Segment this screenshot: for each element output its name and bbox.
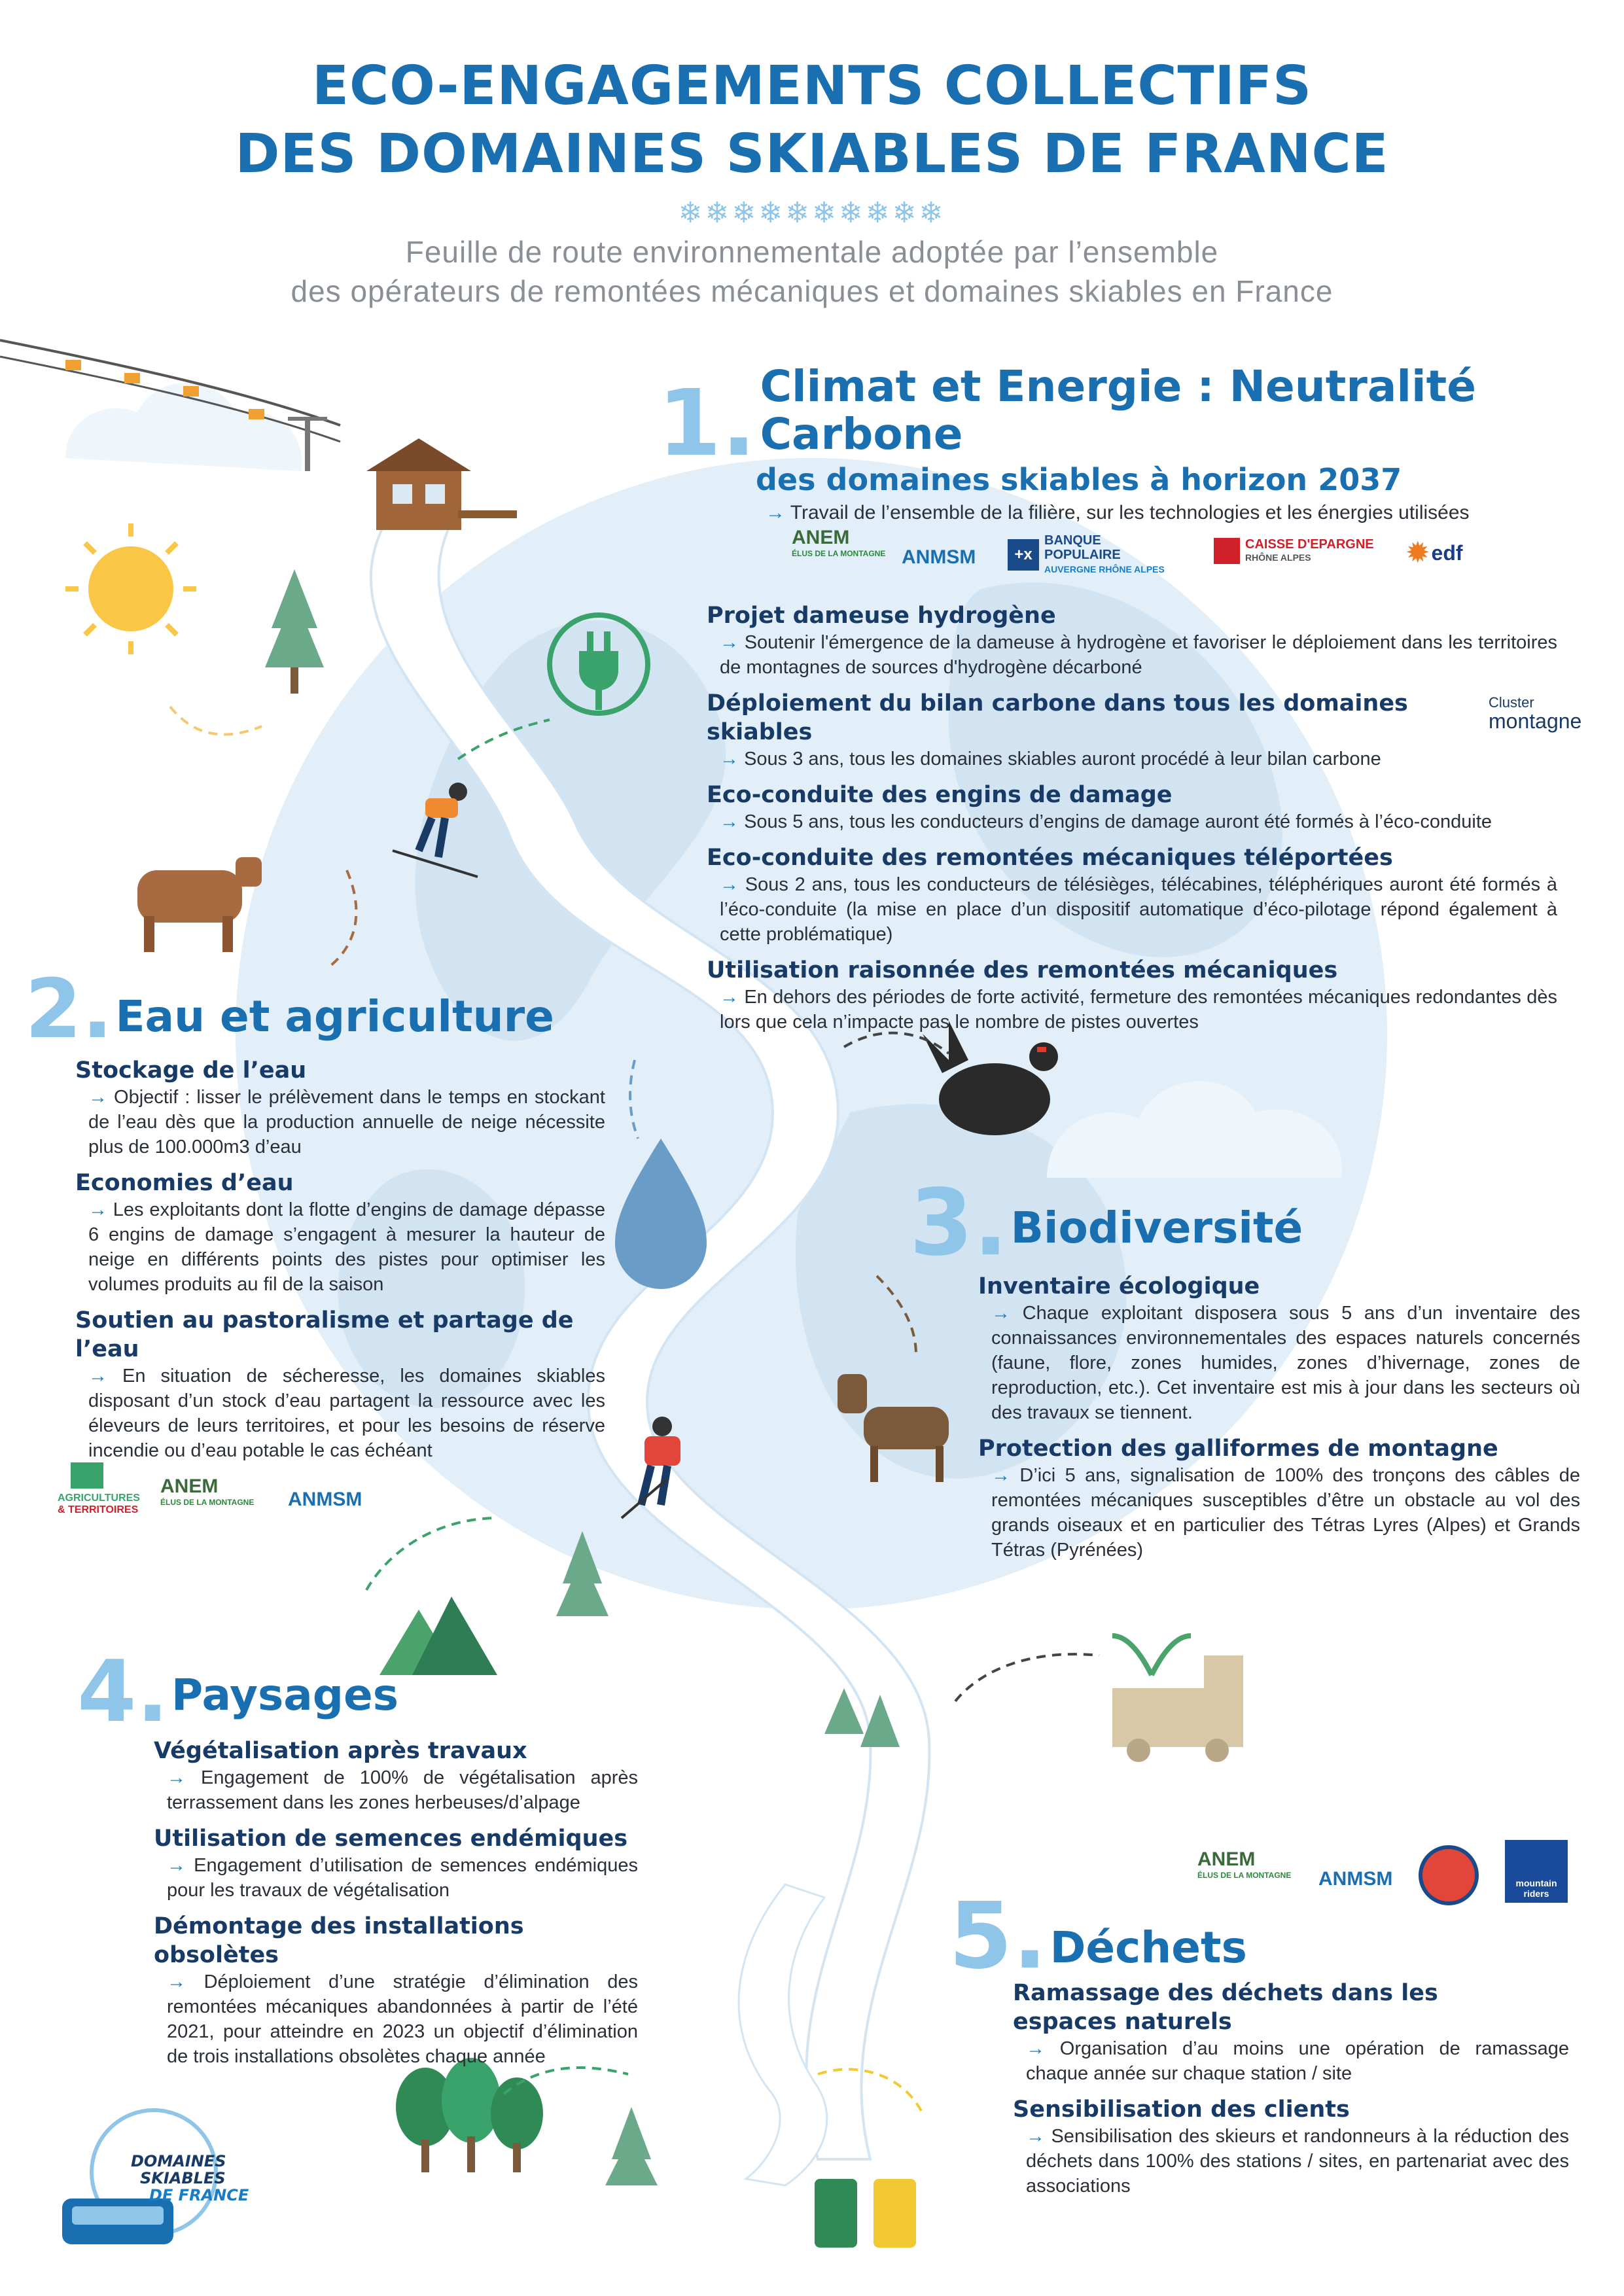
banque-populaire-logo: +x BANQUE POPULAIRE AUVERGNE RHÔNE ALPES [1008, 533, 1165, 576]
section-climat [658, 363, 1567, 524]
section-eau [25, 962, 614, 1057]
item-bilan-carbone: Déploiement du bilan carbone dans tous les domaines skiables → Sous 3 ans, tous les domaines skiables auront procédé à leur bilan carbone [707, 689, 1557, 771]
section-number: 4. [77, 1642, 169, 1741]
section-title: Paysages [171, 1670, 399, 1721]
section-number: 3. [909, 1170, 1008, 1277]
item-pastoralisme: Soutien au pastoralisme et partage de l’eau → En situation de sécheresse, les domaines skiables disposant d’un stock d’eau partagent la ressource avec les éleveurs de leurs territoires, et pour les besoins de réserve incendie ou d’eau potable le cas échéant [75, 1306, 605, 1463]
paysages-items [154, 1727, 638, 2069]
anmsm-logo-2: ANMSM [288, 1489, 362, 1510]
section-biodiversite [909, 1170, 1597, 1277]
item-eco-conduite-damage: Eco-conduite des engins de damage → Sous 5 ans, tous les conducteurs d’engins de damage auront été formés à l’éco-conduite [707, 781, 1557, 834]
section-title: Déchets [1050, 1922, 1247, 1973]
page-title [0, 52, 1624, 188]
domaines-skiables-logo: DOMAINES SKIABLES DE FRANCE [56, 2100, 265, 2257]
item-hydrogene: Projet dameuse hydrogène → Soutenir l'émergence de la dameuse à hydrogène et favoriser le déploiement dans les territoires de montagnes de sources d'hydrogène décarboné [707, 601, 1557, 680]
dechets-items [1013, 1969, 1569, 2199]
anem-logo-3: ANEM ÉLUS DE LA MONTAGNE [1197, 1848, 1292, 1880]
mountain-riders-logo: mountain riders [1505, 1840, 1568, 1903]
item-eco-conduite-remontees: Eco-conduite des remontées mécaniques téléportées → Sous 2 ans, tous les conducteurs de télésièges, télécabines, téléphériques auront été formés à l’éco-conduite (la mise en place d’un dispositif automatique d’éco-pilotage répond également à cette problématique) [707, 843, 1557, 947]
section-intro: → Travail de l’ensemble de la filière, sur les technologies et les énergies utilisées [766, 501, 1470, 523]
item-inventaire: Inventaire écologique → Chaque exploitant disposera sous 5 ans d’un inventaire des connaissances environnementales des espaces naturels concernés (faune, flore, zones humides, zones d’hivernage, zones de reproduction, etc.). Cet inventaire est mis à jour dans les secteurs où des travaux se tiennent. [978, 1272, 1580, 1425]
item-utilisation-raisonnee: Utilisation raisonnée des remontées mécaniques → En dehors des périodes de forte activité, fermeture des remontées mécaniques redondantes dès lors que cela n’impacte pas le nombre de pistes ouvertes [707, 956, 1557, 1034]
cluster-montagne-logo: Cluster montagne [1489, 694, 1582, 733]
eau-items [75, 1047, 605, 1463]
section-subtitle: des domaines skiables à horizon 2037 [756, 462, 1402, 498]
section-number: 2. [25, 962, 113, 1057]
page-subtitle: Feuille de route environnementale adoptée par l’ensemble des opérateurs de remontées mécaniques et domaines skiables en France [291, 235, 1333, 308]
title-line-1: ECO-ENGAGEMENTS COLLECTIFS [311, 55, 1313, 117]
item-demontage: Démontage des installations obsolètes → Déploiement d’une stratégie d’élimination des remontées mécaniques abandonnées à partir de l’été 2021, pour atteindre en 2023 un objectif d’élimination de trois installations obsolètes chaque année [154, 1912, 638, 2069]
snowflakes-divider: ❄❄❄❄❄❄❄❄❄❄ [678, 197, 946, 229]
item-ramassage: Ramassage des déchets dans les espaces naturels → Organisation d’au moins une opération de ramassage chaque année sur chaque station / site [1013, 1979, 1569, 2086]
item-semences: Utilisation de semences endémiques → Engagement d’utilisation de semences endémiques pour les travaux de végétalisation [154, 1824, 638, 1903]
section-number: 1. [658, 370, 756, 478]
item-sensibilisation: Sensibilisation des clients → Sensibilisation des skieurs et randonneurs à la réduction des déchets dans 100% des stations / sites, en partenariat avec des associations [1013, 2095, 1569, 2199]
title-line-2: DES DOMAINES SKIABLES DE FRANCE [235, 123, 1389, 185]
section-number: 5. [949, 1883, 1048, 1990]
section-title: Eau et agriculture [115, 991, 554, 1042]
item-galliformes: Protection des galliformes de montagne → D’ici 5 ans, signalisation de 100% des tronçons des câbles de remontées mécaniques susceptibles d’être un obstacle au vol des grands oiseaux et en particulier des Tétras Lyres (Alpes) et Grands Tétras (Pyrénées) [978, 1434, 1580, 1563]
biodiversite-items [978, 1263, 1580, 1563]
edf-logo: ✹ edf [1407, 539, 1463, 567]
agricultures-territoires-logo: AGRICULTURES & TERRITOIRES [58, 1462, 140, 1516]
anmsm-logo-3: ANMSM [1318, 1868, 1393, 1890]
item-vegetalisation: Végétalisation après travaux → Engagement de 100% de végétalisation après terrassement dans les zones herbeuses/d’alpage [154, 1737, 638, 1815]
section-title: Climat et Energie : Neutralité Carbone [760, 361, 1476, 459]
anem-logo: ANEM ÉLUS DE LA MONTAGNE [792, 527, 886, 558]
section-paysages [77, 1642, 666, 1741]
section-title: Biodiversité [1010, 1203, 1303, 1254]
climat-items [707, 592, 1557, 1034]
item-stockage: Stockage de l’eau → Objectif : lisser le prélèvement dans le temps en stockant de l’eau dès que la production annuelle de neige nécessite plus de 100.000m3 d’eau [75, 1056, 605, 1159]
item-economies: Economies d’eau → Les exploitants dont la flotte d’engins de damage dépasse 6 engins de damage s’engagent à mesurer la hauteur de neige en différents points des pistes pour optimiser les volumes produits au fil de la saison [75, 1169, 605, 1297]
anmsm-logo: ANMSM [902, 546, 976, 568]
anem-logo-2: ANEM ÉLUS DE LA MONTAGNE [160, 1475, 255, 1507]
caisse-epargne-logo: CAISSE D'EPARGNE RHÔNE ALPES [1214, 538, 1374, 564]
